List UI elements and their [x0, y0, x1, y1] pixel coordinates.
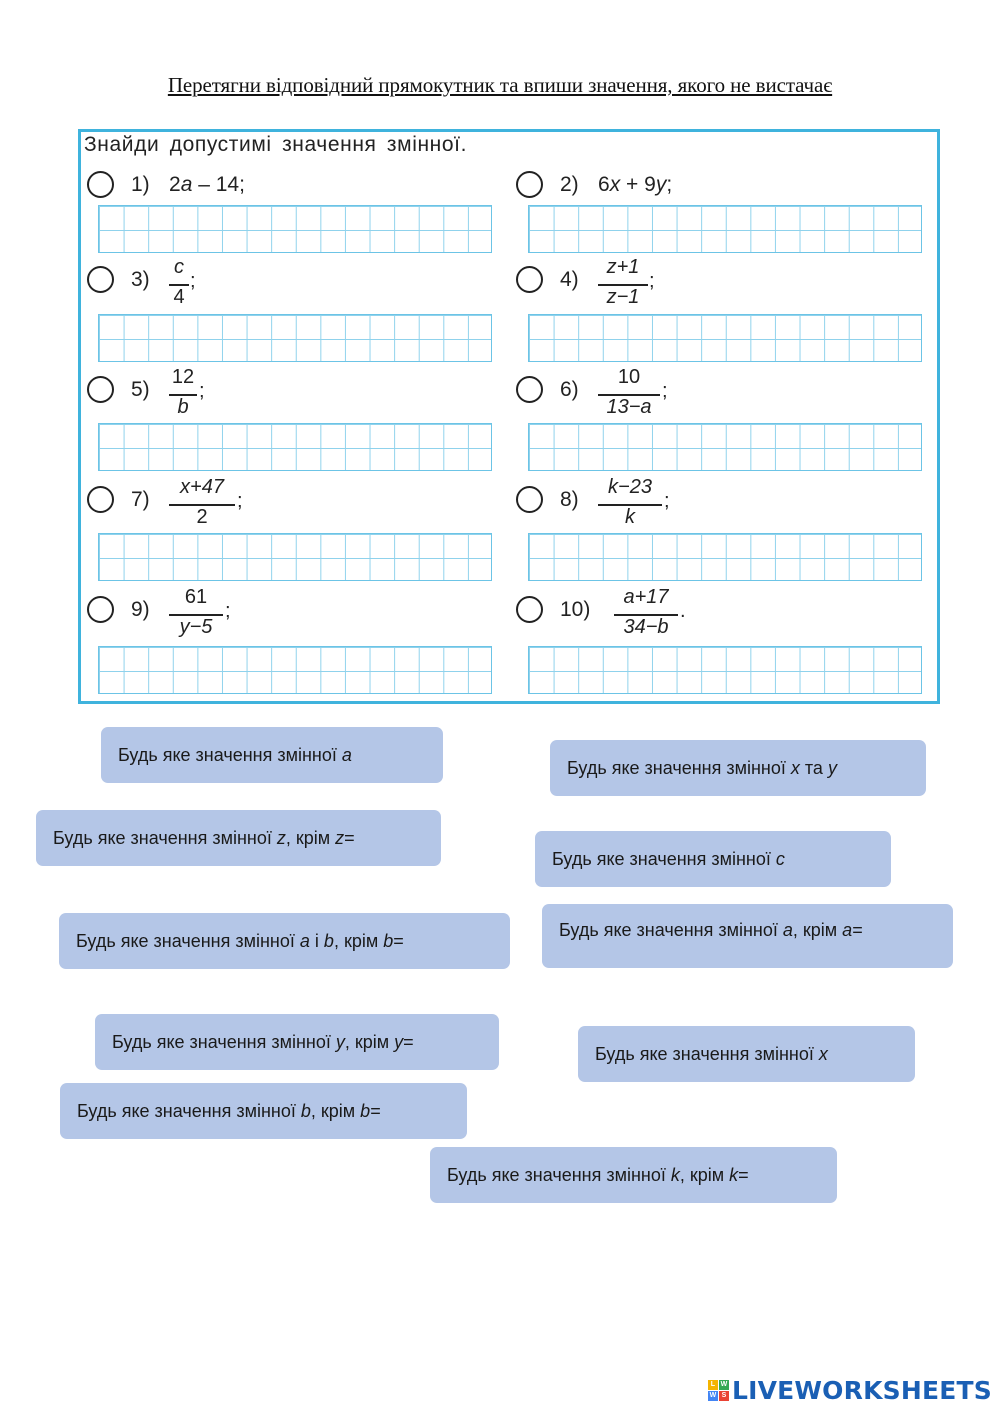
draggable-chip-a-b[interactable]: Будь яке значення змінної a і b, крім b= — [59, 913, 510, 969]
denominator: 13−a — [606, 396, 652, 418]
task-3 — [87, 256, 487, 308]
answer-grid-5[interactable] — [98, 423, 492, 471]
draggable-chip-x-y[interactable]: Будь яке значення змінної x та y — [550, 740, 926, 796]
answer-grid-8[interactable] — [528, 533, 922, 581]
answer-grid-7[interactable] — [98, 533, 492, 581]
task-expression: 6x + 9y; — [598, 173, 673, 196]
draggable-chip-b[interactable]: Будь яке значення змінної b, крім b= — [60, 1083, 467, 1139]
answer-circle[interactable] — [516, 486, 543, 513]
task-7 — [87, 476, 487, 528]
numerator: 10 — [617, 366, 641, 388]
punctuation: ; — [225, 600, 231, 622]
task-9 — [87, 586, 487, 638]
denominator: k — [625, 506, 635, 528]
punctuation: . — [680, 600, 686, 622]
task-number: 4) — [560, 268, 579, 291]
task-number: 6) — [560, 378, 579, 401]
answer-circle[interactable] — [87, 486, 114, 513]
task-number: 8) — [560, 488, 579, 511]
denominator: 34−b — [623, 616, 669, 638]
answer-circle[interactable] — [87, 376, 114, 403]
task-number: 9) — [131, 598, 150, 621]
answer-circle[interactable] — [87, 596, 114, 623]
task-number: 10) — [560, 598, 591, 621]
task-4 — [516, 256, 916, 308]
task-number: 3) — [131, 268, 150, 291]
draggable-chip-z[interactable]: Будь яке значення змінної z, крім z= — [36, 810, 441, 866]
numerator: x+47 — [180, 476, 224, 498]
denominator: b — [177, 396, 189, 418]
task-number: 2) — [560, 173, 579, 196]
answer-circle[interactable] — [87, 171, 114, 198]
answer-circle[interactable] — [516, 171, 543, 198]
answer-circle[interactable] — [516, 596, 543, 623]
answer-grid-1[interactable] — [98, 205, 492, 253]
task-expression: 2a – 14; — [169, 173, 245, 196]
worksheet-title: Перетягни відповідний прямокутник та впиши значення, якого не вистачає — [167, 73, 833, 97]
exercise-heading: Знайди допустимі значення змінної. — [84, 133, 468, 156]
draggable-chip-y[interactable]: Будь яке значення змінної y, крім y= — [95, 1014, 499, 1070]
answer-grid-4[interactable] — [528, 314, 922, 362]
brand-name: LIVEWORKSHEETS — [731, 1376, 992, 1405]
task-8 — [516, 476, 916, 528]
task-10 — [516, 586, 916, 638]
denominator: 2 — [196, 506, 208, 528]
draggable-chip-a-except[interactable]: Будь яке значення змінної a, крім a= — [542, 904, 953, 968]
answer-circle[interactable] — [516, 266, 543, 293]
denominator: 4 — [173, 286, 185, 308]
answer-grid-9[interactable] — [98, 646, 492, 694]
task-number: 1) — [131, 173, 150, 196]
answer-grid-2[interactable] — [528, 205, 922, 253]
task-5 — [87, 366, 487, 418]
answer-grid-3[interactable] — [98, 314, 492, 362]
punctuation: ; — [190, 270, 196, 292]
draggable-chip-c[interactable]: Будь яке значення змінної c — [535, 831, 891, 887]
numerator: k−23 — [608, 476, 652, 498]
punctuation: ; — [662, 380, 668, 402]
numerator: a+17 — [623, 586, 669, 608]
punctuation: ; — [237, 490, 243, 512]
numerator: 12 — [171, 366, 195, 388]
task-6 — [516, 366, 916, 418]
task-number: 7) — [131, 488, 150, 511]
draggable-chip-x[interactable]: Будь яке значення змінної x — [578, 1026, 915, 1082]
liveworksheets-logo — [708, 1376, 992, 1405]
punctuation: ; — [664, 490, 670, 512]
denominator: z−1 — [606, 286, 640, 308]
answer-circle[interactable] — [87, 266, 114, 293]
liveworksheets-icon: L W W S — [709, 1381, 728, 1399]
numerator: c — [174, 256, 184, 278]
draggable-chip-a[interactable]: Будь яке значення змінної a — [101, 727, 443, 783]
punctuation: ; — [649, 270, 655, 292]
task-number: 5) — [131, 378, 150, 401]
punctuation: ; — [199, 380, 205, 402]
answer-grid-10[interactable] — [528, 646, 922, 694]
answer-circle[interactable] — [516, 376, 543, 403]
numerator: z+1 — [606, 256, 640, 278]
answer-grid-6[interactable] — [528, 423, 922, 471]
numerator: 61 — [184, 586, 208, 608]
draggable-chip-k[interactable]: Будь яке значення змінної k, крім k= — [430, 1147, 837, 1203]
denominator: y−5 — [179, 616, 213, 638]
